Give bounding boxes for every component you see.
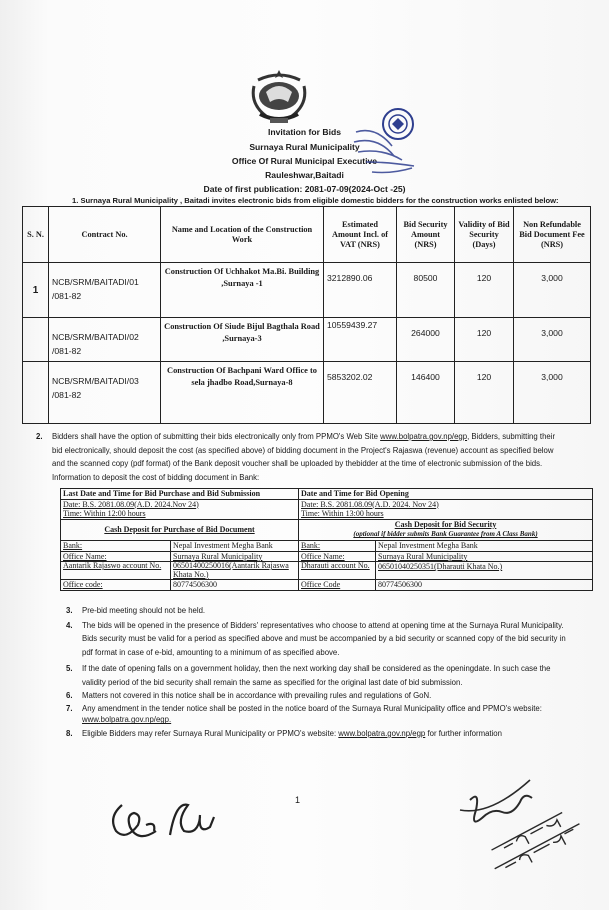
table-row: [23, 318, 591, 362]
opening-date: Date: B.S. 2081.08.09(A.D. 2024. Nov 24) Time: Within 13:00 hours: [299, 499, 593, 519]
office-code-label: Office Code: [299, 579, 376, 590]
bank-label: Bank:: [299, 540, 376, 551]
office-code-value: 80774506300: [171, 579, 299, 590]
bank-value: Nepal Investment Megha Bank: [376, 540, 593, 551]
office-stamp-icon: [352, 102, 426, 178]
bank-deposit-table: [60, 488, 593, 591]
col-header-sn: S. N.: [23, 207, 49, 263]
bid-security: 264000: [397, 318, 455, 362]
intro-text: 1. Surnaya Rural Municipality , Baitadi invites electronic bids from eligible domestic bidders for the construction works enlisted below:: [72, 196, 559, 205]
office-code-label: Office code:: [61, 579, 171, 590]
document-fee: 3,000: [514, 362, 591, 424]
validity-days: 120: [455, 362, 514, 424]
account-value: 06501400250016(Aantarik Rajaswa Khata No.): [171, 562, 299, 580]
serial-number: 1: [23, 263, 49, 318]
account-label: Aantarik Rajaswo account No.: [61, 562, 171, 580]
office-code-value: 80774506300: [376, 579, 593, 590]
col-header-cost: Estimated Amount Incl. of VAT (NRS): [324, 207, 397, 263]
estimated-amount: 3212890.06: [324, 263, 397, 318]
estimated-amount: 5853202.02: [324, 362, 397, 424]
bid-security: 80500: [397, 263, 455, 318]
paragraph-2: 2. Bidders shall have the option of submitting their bids electronically only from PPMO's Web Site www.bolpatra.gov.np/egp, Bidders, submitting their bid electronically, should deposit the cost (as specified above) of bidding document in the Project's Rajaswa (revenue) account as specified below and the scanned copy (pdf format) of the Bank deposit voucher shall be uploaded by thebidder at the time of electronic submission of the bids. Information to deposit the cost of bidding document in Bank:: [36, 432, 556, 482]
purchase-deposit-title: Cash Deposit for Purchase of Bid Document: [61, 519, 299, 540]
office-name-value: Surnaya Rural Municipality: [376, 551, 593, 562]
construction-works-table: [22, 206, 591, 424]
opening-heading: Date and Time for Bid Opening: [299, 489, 593, 500]
bank-label: Bank:: [61, 540, 171, 551]
bolpatra-link[interactable]: www.bolpatra.gov.np/egp: [380, 432, 468, 441]
contract-number: NCB/SRM/BAITADI/03 /081-82: [49, 362, 161, 424]
col-header-fee: Non Refundable Bid Document Fee (NRS): [514, 207, 591, 263]
list-item: 3. Pre-bid meeting should not be held.: [66, 606, 206, 615]
notice-title: Invitation for Bids: [267, 127, 342, 137]
table-row: [23, 263, 591, 318]
publication-date: Date of first publication: 2081-07-09(2024-Oct -25): [203, 184, 406, 194]
list-item: 8. Eligible Bidders may refer Surnaya Rural Municipality or PPMO's website: www.bolpatra.gov.np/egp for further information: [66, 728, 502, 738]
validity-days: 120: [455, 318, 514, 362]
list-item: 4. The bids will be opened in the presence of Bidders' representatives who choose to attend at opening time at the Surnaya Rural Municipality. Bids security must be valid for a period as specified above and must be accompanied by a bid security or scanned copy of the bid security in pdf format in case of e-bid, amounting to a minimum of as specified above.: [66, 620, 566, 658]
nepal-emblem-icon: [246, 66, 312, 126]
work-name: Construction Of Bachpani Ward Office to sela jhadbo Road,Surnaya-8: [161, 362, 324, 424]
municipality-name: Surnaya Rural Municipality: [249, 142, 360, 152]
office-name-value: Surnaya Rural Municipality: [171, 551, 299, 562]
notice-items: [66, 604, 574, 739]
work-name: Construction Of Uchhakot Ma.Bi. Building ,Surnaya -1: [161, 263, 324, 318]
office-location: Rauleshwar,Baitadi: [265, 170, 344, 180]
work-name: Construction Of Siude Bijul Bagthala Road ,Surnaya-3: [161, 318, 324, 362]
page-number: 1: [295, 795, 301, 805]
office-name-label: Office Name:: [299, 551, 376, 562]
contract-number: NCB/SRM/BAITADI/01 /081-82: [49, 263, 161, 318]
col-header-name: Name and Location of the Construction Work: [161, 207, 324, 263]
account-value: 06501040250351(Dharauti Khata No.): [376, 562, 593, 580]
handwritten-signature-icon: [100, 785, 240, 855]
bolpatra-link[interactable]: www.bolpatra.gov.np/egp.: [82, 715, 172, 725]
col-header-validity: Validity of Bid Security (Days): [455, 207, 514, 263]
estimated-amount: 10559439.27: [324, 318, 397, 362]
bolpatra-link[interactable]: www.bolpatra.gov.np/egp: [338, 728, 426, 738]
list-item: 6. Matters not covered in this notice shall be in accordance with prevailing rules and regulations of GoN.: [66, 691, 432, 701]
validity-days: 120: [455, 263, 514, 318]
col-header-security: Bid Security Amount (NRS): [397, 207, 455, 263]
submission-deadline-heading: Last Date and Time for Bid Purchase and Bid Submission: [61, 489, 299, 500]
submission-date: Date: B.S. 2081.08.09(A.D. 2024.Nov 24) Time: Within 12:00 hours: [61, 499, 299, 519]
table-header-row: [23, 207, 591, 263]
list-item: 7. Any amendment in the tender notice shall be posted in the notice board of the Surnaya Rural Municipality office and PPMO's website: www.bolpatra.gov.np/egp.: [66, 703, 542, 725]
security-deposit-title: Cash Deposit for Bid Security (optional if bidder submits Bank Guarantee from A Class Bank): [299, 519, 593, 540]
col-header-contract: Contract No.: [49, 207, 161, 263]
document-fee: 3,000: [514, 263, 591, 318]
account-label: Dharauti account No.: [299, 562, 376, 580]
document-fee: 3,000: [514, 318, 591, 362]
office-name: Office Of Rural Municipal Executive: [231, 156, 378, 166]
office-name-label: Office Name:: [61, 551, 171, 562]
table-row: [23, 362, 591, 424]
bank-value: Nepal Investment Megha Bank: [171, 540, 299, 551]
list-item: 5. If the date of opening falls on a government holiday, then the next working day shall be considered as the openingdate. In such case the validity period of the bid security shall remain the same as specified for the original last date of bid submission.: [66, 663, 551, 687]
official-signature-icon: [440, 770, 600, 890]
bid-security: 146400: [397, 362, 455, 424]
contract-number: NCB/SRM/BAITADI/02 /081-82: [49, 318, 161, 362]
